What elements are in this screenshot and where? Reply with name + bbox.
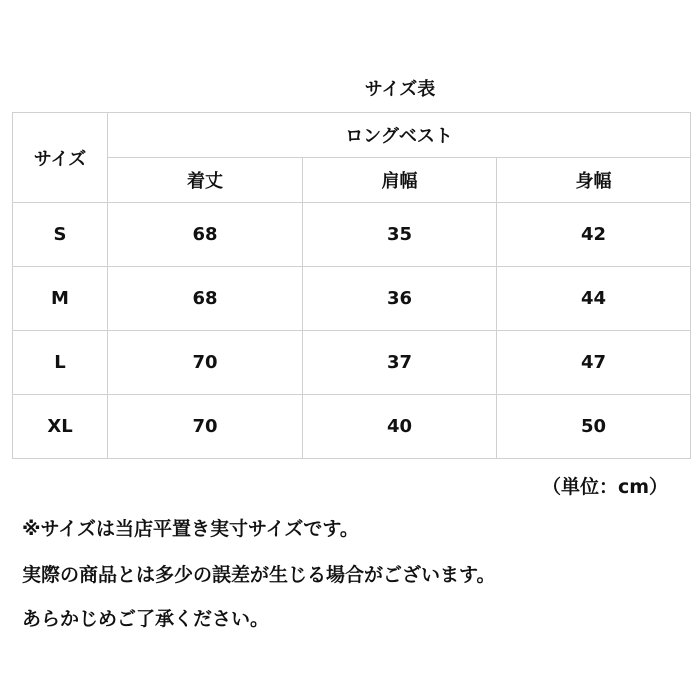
table-row [13, 203, 691, 267]
value-cell: 70 [108, 395, 303, 459]
value-cell: 70 [108, 331, 303, 395]
unit-note: （単位：cm） [541, 476, 668, 498]
value-cell: 47 [497, 331, 691, 395]
value-cell: 36 [303, 267, 497, 331]
table-row [13, 395, 691, 459]
value-cell: 50 [497, 395, 691, 459]
value-cell: 37 [303, 331, 497, 395]
size-table [12, 112, 691, 459]
note-line: あらかじめご了承ください。 [22, 608, 270, 630]
value-cell: 40 [303, 395, 497, 459]
note-line: ※サイズは当店平置き実寸サイズです。 [22, 518, 359, 540]
value-cell: 42 [497, 203, 691, 267]
note-line: 実際の商品とは多少の誤差が生じる場合がございます。 [22, 564, 496, 586]
size-column-header: サイズ [13, 113, 108, 203]
chart-title: サイズ表 [364, 79, 436, 100]
size-cell: S [13, 203, 108, 267]
value-cell: 68 [108, 203, 303, 267]
size-cell: M [13, 267, 108, 331]
table-row [13, 267, 691, 331]
column-header-chest: 身幅 [497, 158, 691, 203]
value-cell: 44 [497, 267, 691, 331]
product-header: ロングベスト [108, 113, 691, 158]
table-row [13, 331, 691, 395]
value-cell: 35 [303, 203, 497, 267]
table-header-row [13, 113, 691, 158]
measurement-header-row [13, 158, 691, 203]
size-cell: L [13, 331, 108, 395]
column-header-shoulder: 肩幅 [303, 158, 497, 203]
size-cell: XL [13, 395, 108, 459]
value-cell: 68 [108, 267, 303, 331]
column-header-length: 着丈 [108, 158, 303, 203]
